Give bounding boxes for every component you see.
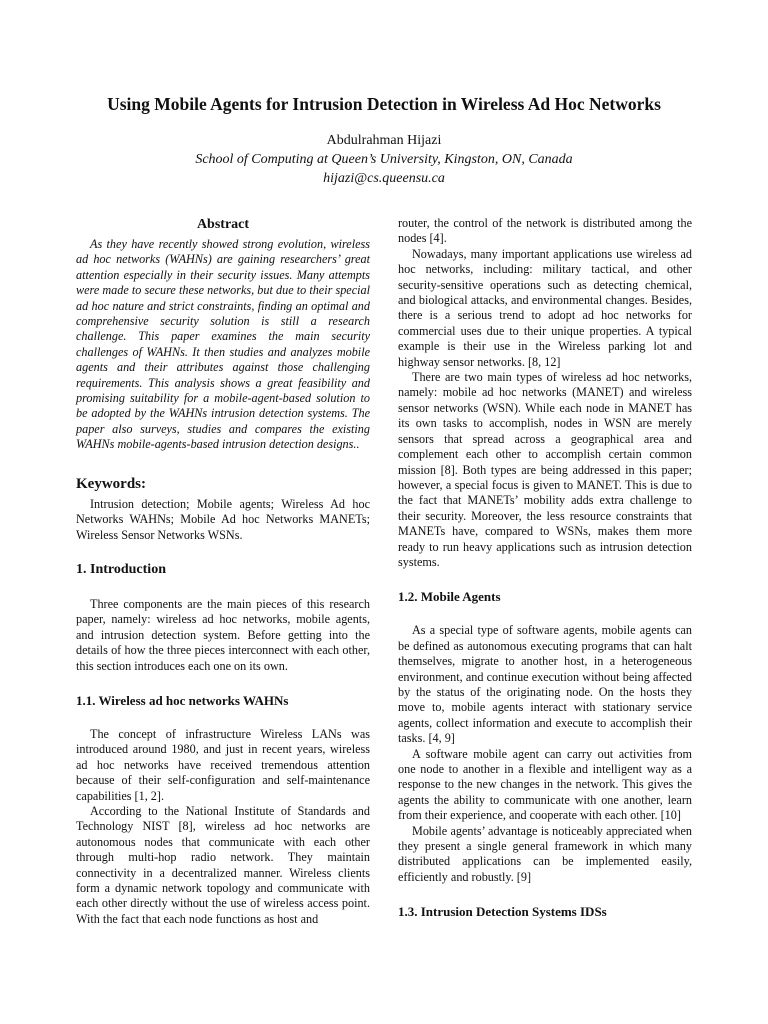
mobile-agents-paragraph-1: As a special type of software agents, mobile agents can be defined as autonomous executing programs that can halt themselves, migrate to another host, in a heterogeneous environment, and continue execution without being affected by the status of the originating node. On the hosts they move to, mobile agents interact with stationary service agents, collect information and execute to accomplish their tasks. [4, 9]	[398, 623, 692, 746]
mobile-agents-paragraph-2: A software mobile agent can carry out activities from one node to another in a flexible and intelligent way as a response to the new changes in the network. This gives the agents the ability to communicate with one another, learn from their experience, and cooperate with each other. [10]	[398, 746, 692, 823]
abstract-heading: Abstract	[196, 217, 250, 232]
paper-title: Using Mobile Agents for Intrusion Detection in Wireless Ad Hoc Networks	[107, 94, 661, 114]
wahns-paragraph-1: The concept of infrastructure Wireless LANs was introduced around 1980, and just in recent years, wireless ad hoc networks have received tremendous attention because of their self-configuration and self-maintenance capabilities [1, 2].	[76, 726, 370, 803]
section-ids-heading: 1.3. Intrusion Detection Systems IDSs	[398, 904, 607, 920]
section-wahns-heading: 1.1. Wireless ad hoc networks WAHNs	[76, 692, 289, 708]
wahns-paragraph-2-continued: router, the control of the network is distributed among the nodes [4].	[398, 216, 692, 246]
author-email: hijazi@cs.queensu.ca	[323, 171, 445, 186]
abstract-text: As they have recently showed strong evolution, wireless ad hoc networks (WAHNs) are gaining researchers’ great attention especially in their security issues. Many attempts were made to secure these networks, but due to their special ad hoc nature and strict constraints, finding an optimal and comprehensive security solution is still a research challenge. This paper examines the main security challenges of WAHNs. It then studies and analyzes mobile agents and their attributes against those challenging requirements. This analysis shows a great feasibility and promising suitability for a mobile-agent-based solution to be adopted by the WAHNs intrusion detection systems. The paper also surveys, studies and compares the existing WAHNs mobile-agents-based intrusion detection designs..	[76, 237, 370, 452]
wahns-paragraph-2: According to the National Institute of Standards and Technology NIST [8], wireless ad hoc networks are autonomous nodes that communicate with each other through multi-hop radio network. They maintain connectivity in a decentralized manner. Wireless clients form a dynamic network topology and communicate with each other directly without the use of wireless access point. With the fact that each node functions as host and	[76, 803, 370, 926]
keywords-text: Intrusion detection; Mobile agents; Wireless Ad hoc Networks WAHNs; Mobile Ad hoc Networks MANETs; Wireless Sensor Networks WSNs.	[76, 496, 370, 542]
right-column	[398, 216, 692, 938]
section-introduction-heading: 1. Introduction	[76, 561, 166, 577]
author-affiliation: School of Computing at Queen’s University, Kingston, ON, Canada	[195, 152, 573, 167]
section-mobile-agents-heading: 1.2. Mobile Agents	[398, 589, 501, 605]
introduction-paragraph: Three components are the main pieces of this research paper, namely: wireless ad hoc networks, mobile agents, and intrusion detection system. Before getting into the details of how the three pieces interconnect with each other, this section introduces each one on its own.	[76, 596, 370, 673]
wahns-paragraph-3: Nowadays, many important applications use wireless ad hoc networks, including: military tactical, and other security-sensitive operations such as detecting chemical, and biological attacks, and environmental changes. Besides, there is a serious trend to adopt ad hoc networks for commercial uses due to their unique properties. A typical example is their use in the Wireless parking lot and highway sensor networks. [8, 12]	[398, 246, 692, 369]
mobile-agents-paragraph-3: Mobile agents’ advantage is noticeably appreciated when they present a single general framework in which many distributed applications can be implemented easily, efficiently and robustly. [9]	[398, 823, 692, 884]
author-name: Abdulrahman Hijazi	[326, 133, 442, 148]
left-column	[76, 216, 370, 927]
keywords-heading: Keywords:	[76, 475, 146, 492]
wahns-paragraph-4: There are two main types of wireless ad hoc networks, namely: mobile ad hoc networks (MANET) and wireless sensor networks (WSN). While each node in MANET has its own tasks to accomplish, nodes in WSN are merely sensors that spread across a geographical area and complement each other to accomplish certain common mission [8]. Both types are being addressed in this paper; however, a special focus is given to MANET. This is due to the fact that MANETs’ mobility adds extra challenge to their security. Moreover, the less resource constraints that MANETs have, compared to WSNs, makes them more ready to run heavy applications such as intrusion detection systems.	[398, 370, 692, 569]
